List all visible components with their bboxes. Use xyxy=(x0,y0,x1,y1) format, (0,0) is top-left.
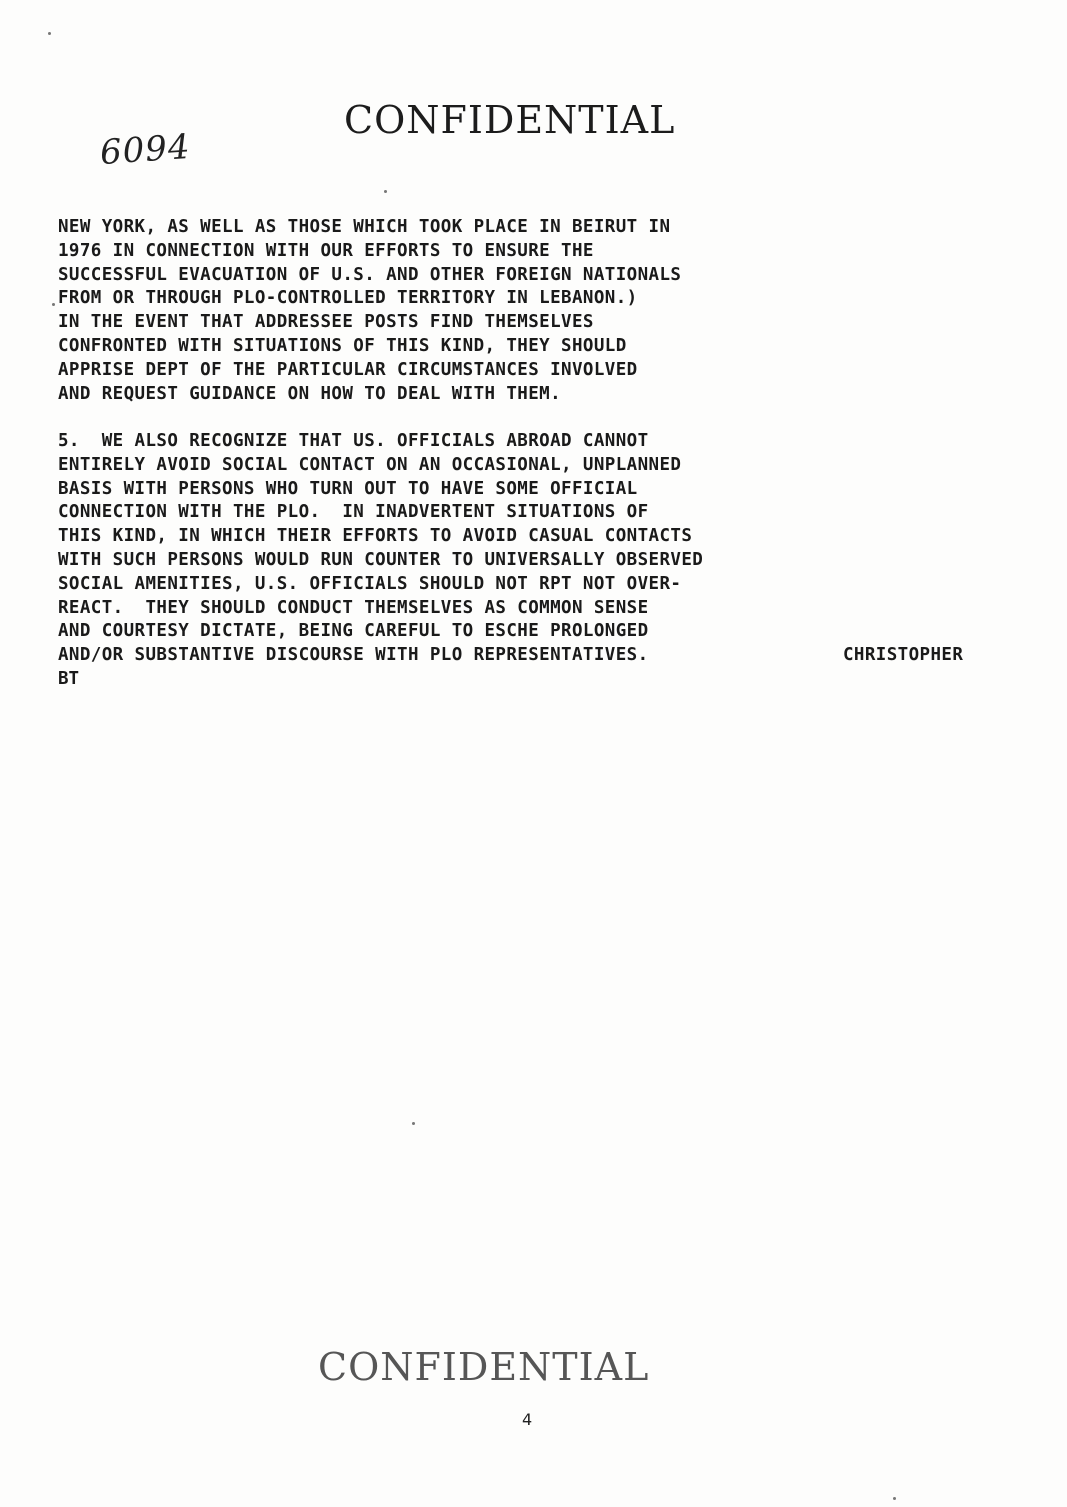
body-paragraph-continuation: NEW YORK, AS WELL AS THOSE WHICH TOOK PLACE IN BEIRUT IN 1976 IN CONNECTION WITH OUR EFFORTS TO ENSURE THE SUCCESSFUL EVACUATION OF U.S. AND OTHER FOREIGN NATIONALS FROM OR THROUGH PLO-CONTROLLED TERRITORY IN LEBANON.) IN THE EVENT THAT ADDRESSEE POSTS FIND THEMSELVES CONFRONTED WITH SITUATIONS OF THIS KIND, THEY SHOULD APPRISE DEPT OF THE PARTICULAR CIRCUMSTANCES INVOLVED AND REQUEST GUIDANCE ON HOW TO DEAL WITH THEM. xyxy=(58,217,682,404)
scan-speck xyxy=(52,303,55,306)
handwritten-document-number: 6094 xyxy=(98,126,192,174)
scan-speck xyxy=(893,1497,896,1500)
signature-name: CHRISTOPHER xyxy=(843,645,964,665)
body-paragraph-5: 5. WE ALSO RECOGNIZE THAT US. OFFICIALS ABROAD CANNOT ENTIRELY AVOID SOCIAL CONTACT ON AN OCCASIONAL, UNPLANNED BASIS WITH PERSONS WHO TURN OUT TO HAVE SOME OFFICIAL CONNECTION WITH THE PLO. IN INADVERTENT SITUATIONS OF THIS KIND, IN WHICH THEIR EFFORTS TO AVOID CASUAL CONTACTS WITH SUCH PERSONS WOULD RUN COUNTER TO UNIVERSALLY OBSERVED SOCIAL AMENITIES, U.S. OFFICIALS SHOULD NOT RPT NOT OVER- REACT. THEY SHOULD CONDUCT THEMSELVES AS COMMON SENSE AND COURTESY DICTATE, BEING CAREFUL TO ESCHE PROLONGED AND/OR SUBSTANTIVE DISCOURSE WITH PLO REPRESENTATIVES. xyxy=(58,431,704,666)
top-classification-stamp: CONFIDENTIAL xyxy=(344,98,676,142)
scan-speck xyxy=(412,1122,415,1125)
bottom-classification-stamp: CONFIDENTIAL xyxy=(318,1345,650,1389)
scan-speck xyxy=(48,32,51,35)
message-end-marker: BT xyxy=(58,669,80,689)
scan-speck xyxy=(384,190,387,193)
page-number: 4 xyxy=(522,1410,533,1429)
